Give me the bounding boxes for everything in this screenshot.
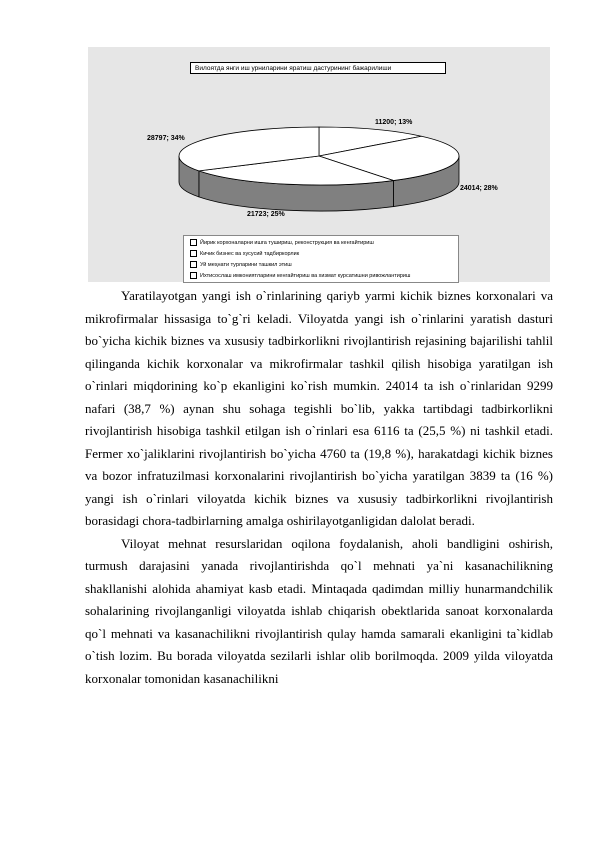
legend-label: Ихтисослаш имкониятларини кенгайтириш ва хизмат курсатишни ривожлантириш [200, 273, 411, 279]
legend-item [190, 260, 452, 271]
legend-item [190, 249, 452, 260]
legend-item [190, 271, 452, 282]
legend-label: Йирик корхоналарни ишга тушириш, реконструкция ва кенгайтириш [200, 240, 374, 246]
slice-label-3: 21723; 25% [247, 211, 285, 218]
chart-legend [183, 235, 459, 283]
legend-swatch [190, 239, 197, 246]
paragraph-2: Viloyat mehnat resurslaridan oqilona foydalanish, aholi bandligini oshirish, turmush darajasini yanada rivojlantirishda qo`l mehnati ya`ni kasanachilikning shakllanishi alohida ahamiyat kasb etadi. Mintaqada qadimdan milliy hunarmandchilik sohalarining rivojlanganligi viloyatda ishlab chiqarish obektlarida sanoat korxonalarda qo`l mehnati va kasanachilikni rivojlantirish qulay hamda samarali ekanligini ta`kidlab o`tish lozim. Bu borada viloyatda sezilarli ishlar olib borilmoqda. 2009 yilda viloyatda korxonalar tomonidan kasanachilikni [85, 535, 553, 686]
chart-title: Вилоятда янги иш урниларини яратиш дастурининг бажарилиши [190, 62, 446, 74]
slice-label-1: 11200; 13% [375, 119, 413, 126]
legend-item [190, 238, 452, 249]
paragraph-1: Yaratilayotgan yangi ish o`rinlarining qariyb yarmi kichik biznes korxonalari va mikrofirmalar hissasiga to`g`ri keladi. Viloyatda yangi ish o`rinlarini yaratish dasturi bo`yicha kichik biznes va xususiy tadbirkorlikni rivojlantirish rejasining bajarilishi tahlil qilinganda kichik korxonalar va mikrofirmalar tashkil qilish hisobiga yaratilgan ish o`rinlari miqdorining ko`p ekanligini ko`rish mumkin. 24014 ta ish o`rinlaridan 9299 nafari (38,7 %) aynan shu sohaga tegishli bo`lib, yakka tartibdagi tadbirkorlikni rivojlantirish hisobiga tashkil etilgan ish o`rinlari esa 6116 ta (25,5 %) ni tashkil etadi. Fermer xo`jaliklarini rivojlantirish bo`yicha 4760 ta (19,8 %), harakatdagi kichik biznes va bozor infratuzilmasi korxonalarini rivojlantirish bo`yicha yaratilgan 3839 ta (16 %) yangi ish o`rinlari viloyatda kichik biznes va xususiy tadbirkorlikni rivojlantirish borasidagi chora-tadbirlarning amalga oshirilayotganligidan dalolat beradi. [85, 288, 553, 528]
slice-label-2: 24014; 28% [460, 185, 498, 192]
legend-label: Уй меҳнати турларини ташкил этиш [200, 262, 292, 268]
body-text [85, 285, 553, 690]
legend-swatch [190, 250, 197, 257]
legend-swatch [190, 272, 197, 279]
legend-label: Кичик бизнес ва хусусий тадбиркорлик [200, 251, 300, 257]
legend-swatch [190, 261, 197, 268]
slice-label-4: 28797; 34% [147, 135, 185, 142]
